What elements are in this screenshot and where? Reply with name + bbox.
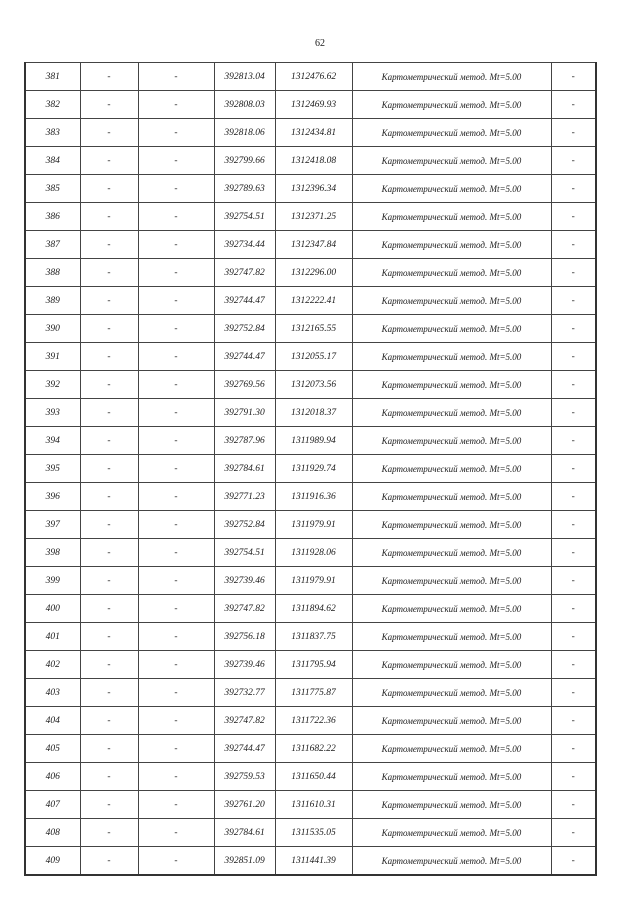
cell-col-7: - (551, 819, 596, 847)
cell-coord-y: 1312347.84 (275, 231, 352, 259)
cell-col-7: - (551, 847, 596, 876)
cell-col-2: - (80, 119, 138, 147)
cell-coord-y: 1312396.34 (275, 175, 352, 203)
cell-coord-x: 392771.23 (214, 483, 275, 511)
table-row (25, 483, 596, 511)
cell-point-number: 398 (25, 539, 80, 567)
cell-col-3: - (138, 175, 214, 203)
cell-col-2: - (80, 567, 138, 595)
cell-col-3: - (138, 287, 214, 315)
cell-point-number: 407 (25, 791, 80, 819)
cell-coord-x: 392818.06 (214, 119, 275, 147)
cell-col-2: - (80, 315, 138, 343)
cell-col-3: - (138, 483, 214, 511)
cell-col-2: - (80, 455, 138, 483)
cell-col-3: - (138, 679, 214, 707)
cell-col-2: - (80, 371, 138, 399)
table-row (25, 651, 596, 679)
cell-col-2: - (80, 63, 138, 91)
cell-col-2: - (80, 791, 138, 819)
cell-coord-y: 1311441.39 (275, 847, 352, 876)
cell-point-number: 393 (25, 399, 80, 427)
cell-method: Картометрический метод. Mt=5.00 (352, 539, 551, 567)
cell-col-7: - (551, 371, 596, 399)
cell-col-2: - (80, 763, 138, 791)
cell-col-7: - (551, 259, 596, 287)
coordinates-table (24, 62, 597, 876)
cell-coord-x: 392851.09 (214, 847, 275, 876)
cell-col-7: - (551, 623, 596, 651)
cell-col-3: - (138, 623, 214, 651)
cell-method: Картометрический метод. Mt=5.00 (352, 483, 551, 511)
table-row (25, 735, 596, 763)
cell-coord-x: 392744.47 (214, 735, 275, 763)
cell-col-3: - (138, 371, 214, 399)
table-row (25, 119, 596, 147)
cell-coord-y: 1311928.06 (275, 539, 352, 567)
cell-col-7: - (551, 707, 596, 735)
cell-point-number: 409 (25, 847, 80, 876)
cell-coord-x: 392747.82 (214, 595, 275, 623)
table-row (25, 147, 596, 175)
cell-coord-x: 392744.47 (214, 343, 275, 371)
cell-coord-y: 1312055.17 (275, 343, 352, 371)
cell-col-7: - (551, 119, 596, 147)
cell-col-7: - (551, 679, 596, 707)
table-row (25, 427, 596, 455)
cell-coord-x: 392808.03 (214, 91, 275, 119)
table-row (25, 539, 596, 567)
cell-method: Картометрический метод. Mt=5.00 (352, 791, 551, 819)
cell-coord-y: 1311979.91 (275, 511, 352, 539)
cell-coord-y: 1311650.44 (275, 763, 352, 791)
cell-col-3: - (138, 343, 214, 371)
cell-coord-y: 1312073.56 (275, 371, 352, 399)
cell-coord-y: 1312371.25 (275, 203, 352, 231)
table-row (25, 791, 596, 819)
cell-method: Картометрический метод. Mt=5.00 (352, 371, 551, 399)
cell-coord-y: 1312469.93 (275, 91, 352, 119)
cell-col-2: - (80, 231, 138, 259)
cell-col-7: - (551, 511, 596, 539)
cell-coord-x: 392754.51 (214, 203, 275, 231)
cell-col-2: - (80, 707, 138, 735)
table-row (25, 707, 596, 735)
cell-col-3: - (138, 735, 214, 763)
cell-coord-y: 1311535.05 (275, 819, 352, 847)
cell-col-3: - (138, 399, 214, 427)
cell-col-2: - (80, 343, 138, 371)
cell-coord-y: 1312222.41 (275, 287, 352, 315)
table-row (25, 287, 596, 315)
cell-method: Картометрический метод. Mt=5.00 (352, 707, 551, 735)
cell-col-7: - (551, 763, 596, 791)
cell-coord-x: 392813.04 (214, 63, 275, 91)
cell-col-3: - (138, 707, 214, 735)
cell-col-2: - (80, 287, 138, 315)
cell-coord-x: 392784.61 (214, 819, 275, 847)
cell-point-number: 406 (25, 763, 80, 791)
cell-col-2: - (80, 511, 138, 539)
cell-method: Картометрический метод. Mt=5.00 (352, 399, 551, 427)
cell-col-2: - (80, 147, 138, 175)
cell-coord-y: 1312296.00 (275, 259, 352, 287)
cell-method: Картометрический метод. Mt=5.00 (352, 763, 551, 791)
cell-col-3: - (138, 147, 214, 175)
cell-col-2: - (80, 259, 138, 287)
cell-col-3: - (138, 91, 214, 119)
cell-coord-x: 392752.84 (214, 511, 275, 539)
cell-col-2: - (80, 847, 138, 876)
cell-point-number: 403 (25, 679, 80, 707)
cell-coord-y: 1311979.91 (275, 567, 352, 595)
cell-coord-x: 392744.47 (214, 287, 275, 315)
cell-point-number: 381 (25, 63, 80, 91)
cell-method: Картометрический метод. Mt=5.00 (352, 595, 551, 623)
cell-col-7: - (551, 567, 596, 595)
cell-coord-y: 1311682.22 (275, 735, 352, 763)
cell-method: Картометрический метод. Mt=5.00 (352, 63, 551, 91)
table-row (25, 623, 596, 651)
cell-coord-x: 392739.46 (214, 651, 275, 679)
cell-col-2: - (80, 483, 138, 511)
cell-method: Картометрический метод. Mt=5.00 (352, 175, 551, 203)
cell-col-7: - (551, 483, 596, 511)
cell-col-7: - (551, 287, 596, 315)
table-row (25, 847, 596, 876)
cell-col-3: - (138, 539, 214, 567)
cell-coord-x: 392752.84 (214, 315, 275, 343)
cell-coord-y: 1311837.75 (275, 623, 352, 651)
table-row (25, 567, 596, 595)
cell-col-3: - (138, 119, 214, 147)
table-row (25, 91, 596, 119)
cell-method: Картометрический метод. Mt=5.00 (352, 231, 551, 259)
cell-col-2: - (80, 399, 138, 427)
cell-method: Картометрический метод. Mt=5.00 (352, 147, 551, 175)
cell-point-number: 390 (25, 315, 80, 343)
cell-col-3: - (138, 763, 214, 791)
cell-method: Картометрический метод. Mt=5.00 (352, 679, 551, 707)
cell-point-number: 388 (25, 259, 80, 287)
cell-col-3: - (138, 427, 214, 455)
cell-col-7: - (551, 539, 596, 567)
cell-point-number: 404 (25, 707, 80, 735)
cell-coord-x: 392784.61 (214, 455, 275, 483)
cell-col-3: - (138, 511, 214, 539)
cell-col-7: - (551, 315, 596, 343)
cell-col-3: - (138, 651, 214, 679)
cell-col-3: - (138, 819, 214, 847)
cell-coord-x: 392759.53 (214, 763, 275, 791)
cell-col-2: - (80, 819, 138, 847)
cell-coord-y: 1311894.62 (275, 595, 352, 623)
table-row (25, 455, 596, 483)
cell-coord-y: 1312165.55 (275, 315, 352, 343)
table-row (25, 595, 596, 623)
cell-col-3: - (138, 455, 214, 483)
cell-point-number: 392 (25, 371, 80, 399)
table-row (25, 679, 596, 707)
cell-point-number: 395 (25, 455, 80, 483)
cell-col-7: - (551, 231, 596, 259)
cell-point-number: 389 (25, 287, 80, 315)
cell-coord-y: 1311929.74 (275, 455, 352, 483)
cell-col-2: - (80, 595, 138, 623)
cell-coord-x: 392732.77 (214, 679, 275, 707)
cell-col-7: - (551, 91, 596, 119)
table-row (25, 511, 596, 539)
cell-point-number: 383 (25, 119, 80, 147)
cell-point-number: 408 (25, 819, 80, 847)
cell-coord-x: 392761.20 (214, 791, 275, 819)
table-row (25, 203, 596, 231)
cell-coord-x: 392787.96 (214, 427, 275, 455)
cell-coord-y: 1311795.94 (275, 651, 352, 679)
cell-col-7: - (551, 203, 596, 231)
cell-coord-x: 392754.51 (214, 539, 275, 567)
table-body (25, 63, 596, 876)
cell-method: Картометрический метод. Mt=5.00 (352, 91, 551, 119)
cell-method: Картометрический метод. Mt=5.00 (352, 427, 551, 455)
cell-col-3: - (138, 203, 214, 231)
cell-coord-x: 392747.82 (214, 259, 275, 287)
cell-point-number: 400 (25, 595, 80, 623)
cell-col-3: - (138, 231, 214, 259)
table-row (25, 371, 596, 399)
cell-method: Картометрический метод. Mt=5.00 (352, 847, 551, 876)
cell-col-7: - (551, 651, 596, 679)
cell-coord-x: 392739.46 (214, 567, 275, 595)
cell-method: Картометрический метод. Mt=5.00 (352, 819, 551, 847)
cell-col-7: - (551, 343, 596, 371)
cell-col-2: - (80, 175, 138, 203)
cell-col-2: - (80, 427, 138, 455)
cell-coord-x: 392769.56 (214, 371, 275, 399)
cell-col-3: - (138, 567, 214, 595)
cell-col-2: - (80, 651, 138, 679)
table-row (25, 763, 596, 791)
cell-col-7: - (551, 399, 596, 427)
cell-method: Картометрический метод. Mt=5.00 (352, 511, 551, 539)
cell-point-number: 401 (25, 623, 80, 651)
cell-method: Картометрический метод. Mt=5.00 (352, 735, 551, 763)
cell-col-3: - (138, 259, 214, 287)
cell-method: Картометрический метод. Mt=5.00 (352, 259, 551, 287)
table-row (25, 63, 596, 91)
cell-method: Картометрический метод. Mt=5.00 (352, 343, 551, 371)
cell-coord-y: 1311610.31 (275, 791, 352, 819)
cell-col-3: - (138, 315, 214, 343)
table-row (25, 315, 596, 343)
cell-method: Картометрический метод. Mt=5.00 (352, 567, 551, 595)
cell-point-number: 399 (25, 567, 80, 595)
cell-coord-x: 392789.63 (214, 175, 275, 203)
table-row (25, 175, 596, 203)
cell-coord-x: 392756.18 (214, 623, 275, 651)
cell-coord-x: 392799.66 (214, 147, 275, 175)
page-number: 62 (315, 38, 325, 49)
cell-coord-y: 1312476.62 (275, 63, 352, 91)
cell-point-number: 396 (25, 483, 80, 511)
table-row (25, 231, 596, 259)
cell-col-3: - (138, 595, 214, 623)
cell-point-number: 402 (25, 651, 80, 679)
cell-point-number: 385 (25, 175, 80, 203)
cell-col-3: - (138, 63, 214, 91)
table-row (25, 259, 596, 287)
cell-col-2: - (80, 623, 138, 651)
cell-coord-y: 1312434.81 (275, 119, 352, 147)
cell-coord-y: 1311775.87 (275, 679, 352, 707)
cell-coord-x: 392734.44 (214, 231, 275, 259)
cell-point-number: 386 (25, 203, 80, 231)
cell-method: Картометрический метод. Mt=5.00 (352, 119, 551, 147)
cell-point-number: 397 (25, 511, 80, 539)
cell-point-number: 387 (25, 231, 80, 259)
cell-point-number: 384 (25, 147, 80, 175)
cell-coord-x: 392747.82 (214, 707, 275, 735)
cell-coord-y: 1311722.36 (275, 707, 352, 735)
cell-coord-y: 1312418.08 (275, 147, 352, 175)
cell-method: Картометрический метод. Mt=5.00 (352, 287, 551, 315)
table-row (25, 819, 596, 847)
cell-coord-y: 1311989.94 (275, 427, 352, 455)
cell-col-3: - (138, 847, 214, 876)
cell-col-7: - (551, 455, 596, 483)
cell-col-2: - (80, 91, 138, 119)
cell-point-number: 394 (25, 427, 80, 455)
cell-col-2: - (80, 203, 138, 231)
cell-col-7: - (551, 791, 596, 819)
cell-point-number: 391 (25, 343, 80, 371)
cell-coord-y: 1311916.36 (275, 483, 352, 511)
cell-col-2: - (80, 539, 138, 567)
cell-method: Картометрический метод. Mt=5.00 (352, 455, 551, 483)
cell-col-7: - (551, 175, 596, 203)
cell-col-2: - (80, 735, 138, 763)
cell-method: Картометрический метод. Mt=5.00 (352, 651, 551, 679)
cell-method: Картометрический метод. Mt=5.00 (352, 623, 551, 651)
cell-col-7: - (551, 147, 596, 175)
cell-coord-x: 392791.30 (214, 399, 275, 427)
cell-col-7: - (551, 427, 596, 455)
cell-coord-y: 1312018.37 (275, 399, 352, 427)
cell-col-7: - (551, 595, 596, 623)
table-row (25, 399, 596, 427)
cell-point-number: 382 (25, 91, 80, 119)
cell-point-number: 405 (25, 735, 80, 763)
cell-col-7: - (551, 63, 596, 91)
cell-col-3: - (138, 791, 214, 819)
cell-col-2: - (80, 679, 138, 707)
cell-method: Картометрический метод. Mt=5.00 (352, 315, 551, 343)
cell-method: Картометрический метод. Mt=5.00 (352, 203, 551, 231)
cell-col-7: - (551, 735, 596, 763)
table-row (25, 343, 596, 371)
